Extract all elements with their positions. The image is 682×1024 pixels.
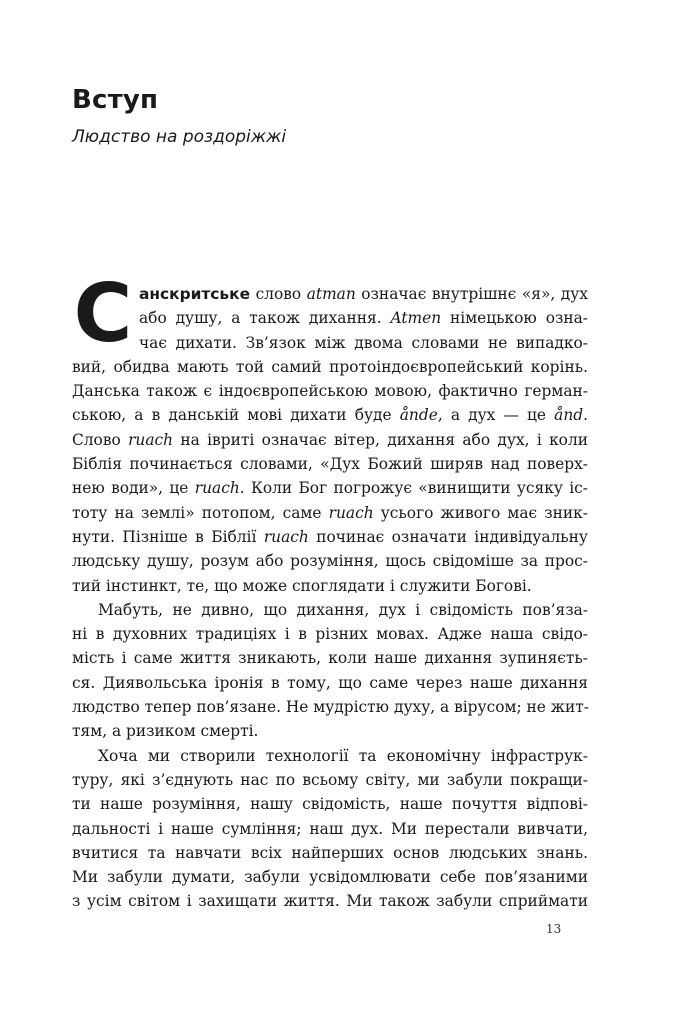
text-run: вчитися та навчати всіх найперших основ людських знань.: [72, 843, 588, 862]
text-run: ти наше розуміння, нашу свідомість, наше почуття відпові-: [72, 795, 588, 814]
text-run: Ми забули думати, забули усвідомлювати себе пов’язаними: [72, 868, 588, 887]
text-line: [72, 355, 588, 379]
text-line: [72, 379, 588, 403]
text-run: усього живого має зник-: [373, 503, 588, 522]
text-line: [72, 889, 588, 913]
text-run: Біблія починається словами, «Дух Божий ширяв над поверх-: [72, 455, 588, 474]
text-run: чає дихати. Зв’язок між двома словами не випадко-: [139, 333, 588, 352]
text-run: тям, а ризиком смерті.: [72, 722, 259, 741]
text-line: [72, 622, 588, 646]
drop-cap: С: [73, 267, 133, 360]
chapter-subtitle: Людство на роздоріжжі: [72, 127, 287, 147]
text-run: починає означати індивідуальну: [308, 527, 588, 546]
text-run: означає внутрішнє «я», дух: [355, 285, 588, 303]
italic-term: ånde: [399, 406, 438, 425]
text-line: [72, 817, 588, 841]
text-run: Мабуть, не дивно, що дихання, дух і свідомість пов’яза-: [98, 600, 588, 619]
text-line: [72, 501, 588, 525]
italic-term: atman: [306, 285, 356, 303]
text-run: ні в духовних традиціях і в різних мовах. Адже наша свідо-: [72, 625, 588, 644]
text-run: ською, а в данській мові дихати буде: [72, 406, 400, 425]
text-line: [72, 306, 588, 330]
text-line: [72, 428, 588, 452]
text-run: тоту на землі» потопом, саме: [72, 503, 329, 522]
italic-term: ruach: [328, 503, 374, 522]
text-line: [72, 646, 588, 670]
italic-term: ruach: [194, 479, 240, 498]
text-run: або душу, а також дихання.: [139, 309, 391, 328]
text-run: людство тепер пов’язане. Не мудрістю духу, а вірусом; не жит-: [72, 698, 589, 717]
italic-term: Atmen: [390, 309, 442, 328]
text-line: [72, 744, 588, 768]
text-line: [72, 403, 588, 427]
text-line: [72, 549, 588, 573]
italic-term: ruach: [128, 430, 174, 449]
text-line: [72, 768, 588, 792]
text-run: вий, обидва мають той самий протоіндоєвропейський корінь.: [72, 357, 588, 376]
text-line: [72, 865, 588, 889]
text-line: [72, 574, 588, 598]
text-line: [72, 695, 588, 719]
text-line: [72, 841, 588, 865]
text-run: мість і саме життя зникають, коли наше дихання зупиняєть-: [72, 649, 588, 668]
text-run: . Коли Бог погрожує «винищити усяку іс-: [239, 479, 589, 498]
text-run: Хоча ми створили технології та економічну інфраструк-: [98, 746, 588, 765]
text-run: ся. Диявольська іронія в тому, що саме через наше дихання: [72, 673, 588, 692]
text-run: тий інстинкт, те, що може споглядати і служити Богові.: [72, 576, 532, 595]
text-line: [72, 452, 588, 476]
text-run: , а дух — це: [437, 406, 555, 425]
italic-term: ånd: [554, 406, 584, 425]
text-line: [72, 719, 588, 743]
text-run: людську душу, розум або розуміння, щось свідоміше за прос-: [72, 552, 588, 571]
text-line: [72, 331, 588, 355]
page-number: 13: [546, 922, 562, 936]
text-run: Слово: [72, 430, 129, 449]
text-run: німецькою озна-: [441, 309, 588, 328]
text-line: [72, 282, 588, 306]
text-run: Данська також є індоєвропейською мовою, фактично герман-: [72, 382, 588, 401]
text-run: на івриті означає вітер, дихання або дух, і коли: [173, 430, 588, 449]
text-run: дальності і наше сумління; наш дух. Ми перестали вивчати,: [72, 819, 588, 838]
text-run: туру, які з’єднують нас по всьому світу, ми забули покращи-: [72, 770, 588, 789]
body-text: [72, 267, 589, 914]
italic-term: ruach: [263, 527, 309, 546]
text-run: слово: [250, 285, 307, 303]
text-line: [72, 525, 588, 549]
lead-word: анскритське: [139, 285, 251, 303]
text-line: [72, 598, 588, 622]
text-line: [72, 476, 588, 500]
text-line: [72, 792, 588, 816]
text-run: нею води», це: [72, 479, 195, 498]
text-run: нути. Пізніше в Біблії: [72, 527, 264, 546]
text-run: з усім світом і захищати життя. Ми також забули сприймати: [72, 892, 588, 911]
chapter-heading: Вступ: [72, 85, 159, 115]
text-run: .: [583, 406, 589, 425]
text-line: [72, 671, 588, 695]
